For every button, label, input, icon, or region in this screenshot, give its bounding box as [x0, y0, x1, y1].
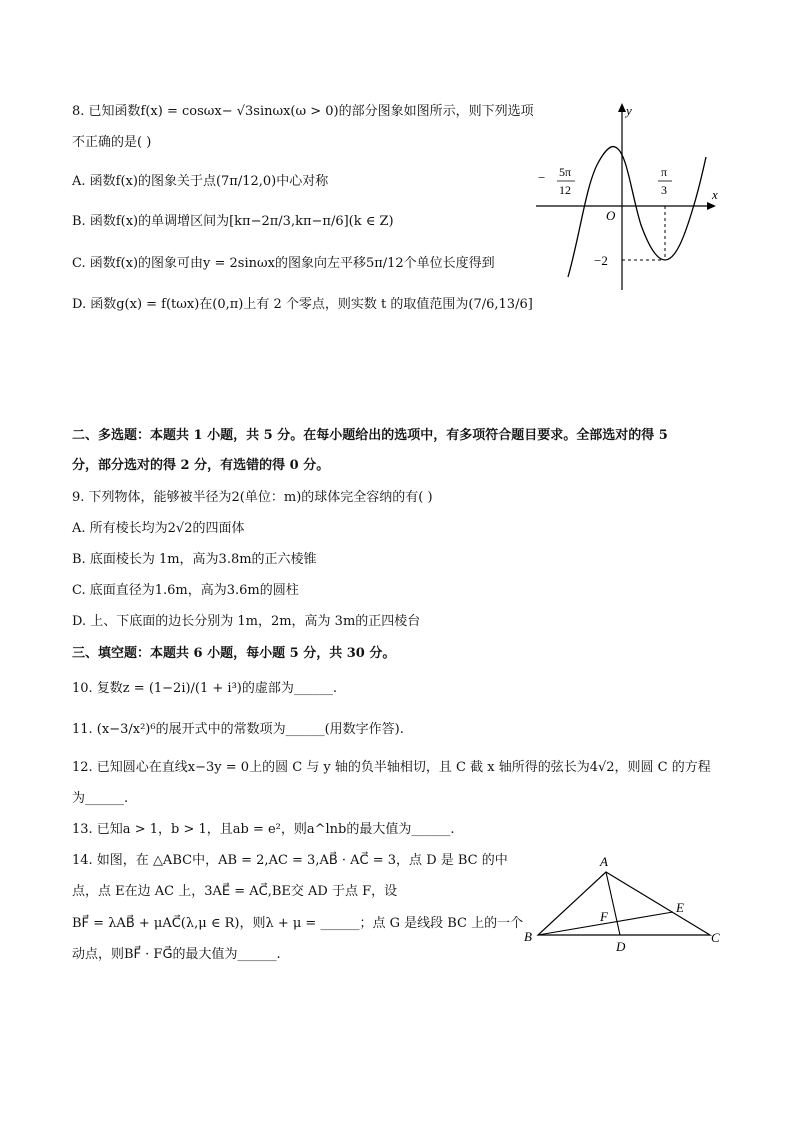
q12-line2: 为______. [72, 791, 129, 806]
q14-line1: 14. 如图，在 △ABC中，AB = 2,AC = 3,AB⃗ · AC⃗ = 3，点 D 是 BC 的中 [72, 853, 508, 868]
q11-text: 11. (x−3/x²)⁶的展开式中的常数项为______(用数字作答). [72, 722, 404, 737]
label-x: x [712, 187, 718, 202]
label-y: y [626, 103, 632, 118]
x-axis-arrow [707, 202, 716, 210]
label-a: A [600, 854, 608, 869]
q14-line2: 点，点 E在边 AC 上，3AE⃗ = AC⃗,BE交 AD 于点 F，设 [72, 884, 398, 899]
label-12: 12 [559, 183, 571, 197]
label-minus-sign: − [538, 170, 546, 185]
triangle-abc [538, 872, 710, 935]
label-d: D [616, 939, 626, 954]
q10-text: 10. 复数z = (1−2i)/(1 + i³)的虚部为______. [72, 681, 338, 696]
function-curve [568, 147, 706, 277]
q14-line4: 动点，则BF⃗ · FG⃗的最大值为______. [72, 947, 281, 962]
label-f: F [600, 909, 608, 924]
label-origin: O [606, 208, 616, 223]
function-graph-figure [528, 95, 728, 300]
q8-option-a: A. 函数f(x)的图象关于点(7π/12,0)中心对称 [72, 174, 329, 189]
triangle-figure [518, 850, 728, 960]
segment-ad [606, 872, 620, 935]
q9-option-a: A. 所有棱长均为2√2的四面体 [72, 521, 245, 536]
section2-heading-line1: 二、多选题：本题共 1 小题，共 5 分。在每小题给出的选项中，有多项符合题目要求。全部选对的得 5 [72, 428, 668, 443]
label-5pi: 5π [559, 165, 572, 179]
label-pi: π [661, 165, 668, 179]
q12-line1: 12. 已知圆心在直线x−3y = 0上的圆 C 与 y 轴的负半轴相切，且 C 截 x 轴所得的弦长为4√2，则圆 C 的方程 [72, 760, 711, 775]
q13-text: 13. 已知a > 1，b > 1，且ab = e²，则a^lnb的最大值为______. [72, 822, 455, 837]
q8-stem-line2: 不正确的是( ) [72, 135, 152, 150]
q8-option-b: B. 函数f(x)的单调增区间为[kπ−2π/3,kπ−π/6](k ∈ Z) [72, 214, 394, 229]
y-axis-arrow [618, 103, 626, 112]
label-b: B [524, 929, 532, 944]
q9-option-c: C. 底面直径为1.6m，高为3.6m的圆柱 [72, 583, 299, 598]
q8-option-d: D. 函数g(x) = f(tωx)在(0,π)上有 2 个零点，则实数 t 的取值范围为(7/6,13/6] [72, 297, 533, 312]
q9-stem: 9. 下列物体，能够被半径为2(单位：m)的球体完全容纳的有( ) [72, 490, 433, 505]
label-e: E [676, 900, 684, 915]
q9-option-d: D. 上、下底面的边长分别为 1m，2m，高为 3m的正四棱台 [72, 614, 421, 629]
q8-stem-line1: 8. 已知函数f(x) = cosωx− √3sinωx(ω > 0)的部分图象如图所示，则下列选项 [72, 104, 534, 119]
q8-option-c: C. 函数f(x)的图象可由y = 2sinωx的图象向左平移5π/12个单位长度得到 [72, 256, 495, 271]
label-3: 3 [661, 183, 667, 197]
q14-line3: BF⃗ = λAB⃗ + μAC⃗(λ,μ ∈ R)，则λ + μ = ______；点 G 是线段 BC 上的一个 [72, 916, 524, 931]
label-neg2: −2 [594, 253, 608, 268]
label-c: C [711, 930, 720, 945]
q9-option-b: B. 底面棱长为 1m，高为3.8m的正六棱锥 [72, 552, 317, 567]
section2-heading-line2: 分，部分选对的得 2 分，有选错的得 0 分。 [72, 458, 330, 473]
section3-heading: 三、填空题：本题共 6 小题，每小题 5 分，共 30 分。 [72, 646, 396, 661]
